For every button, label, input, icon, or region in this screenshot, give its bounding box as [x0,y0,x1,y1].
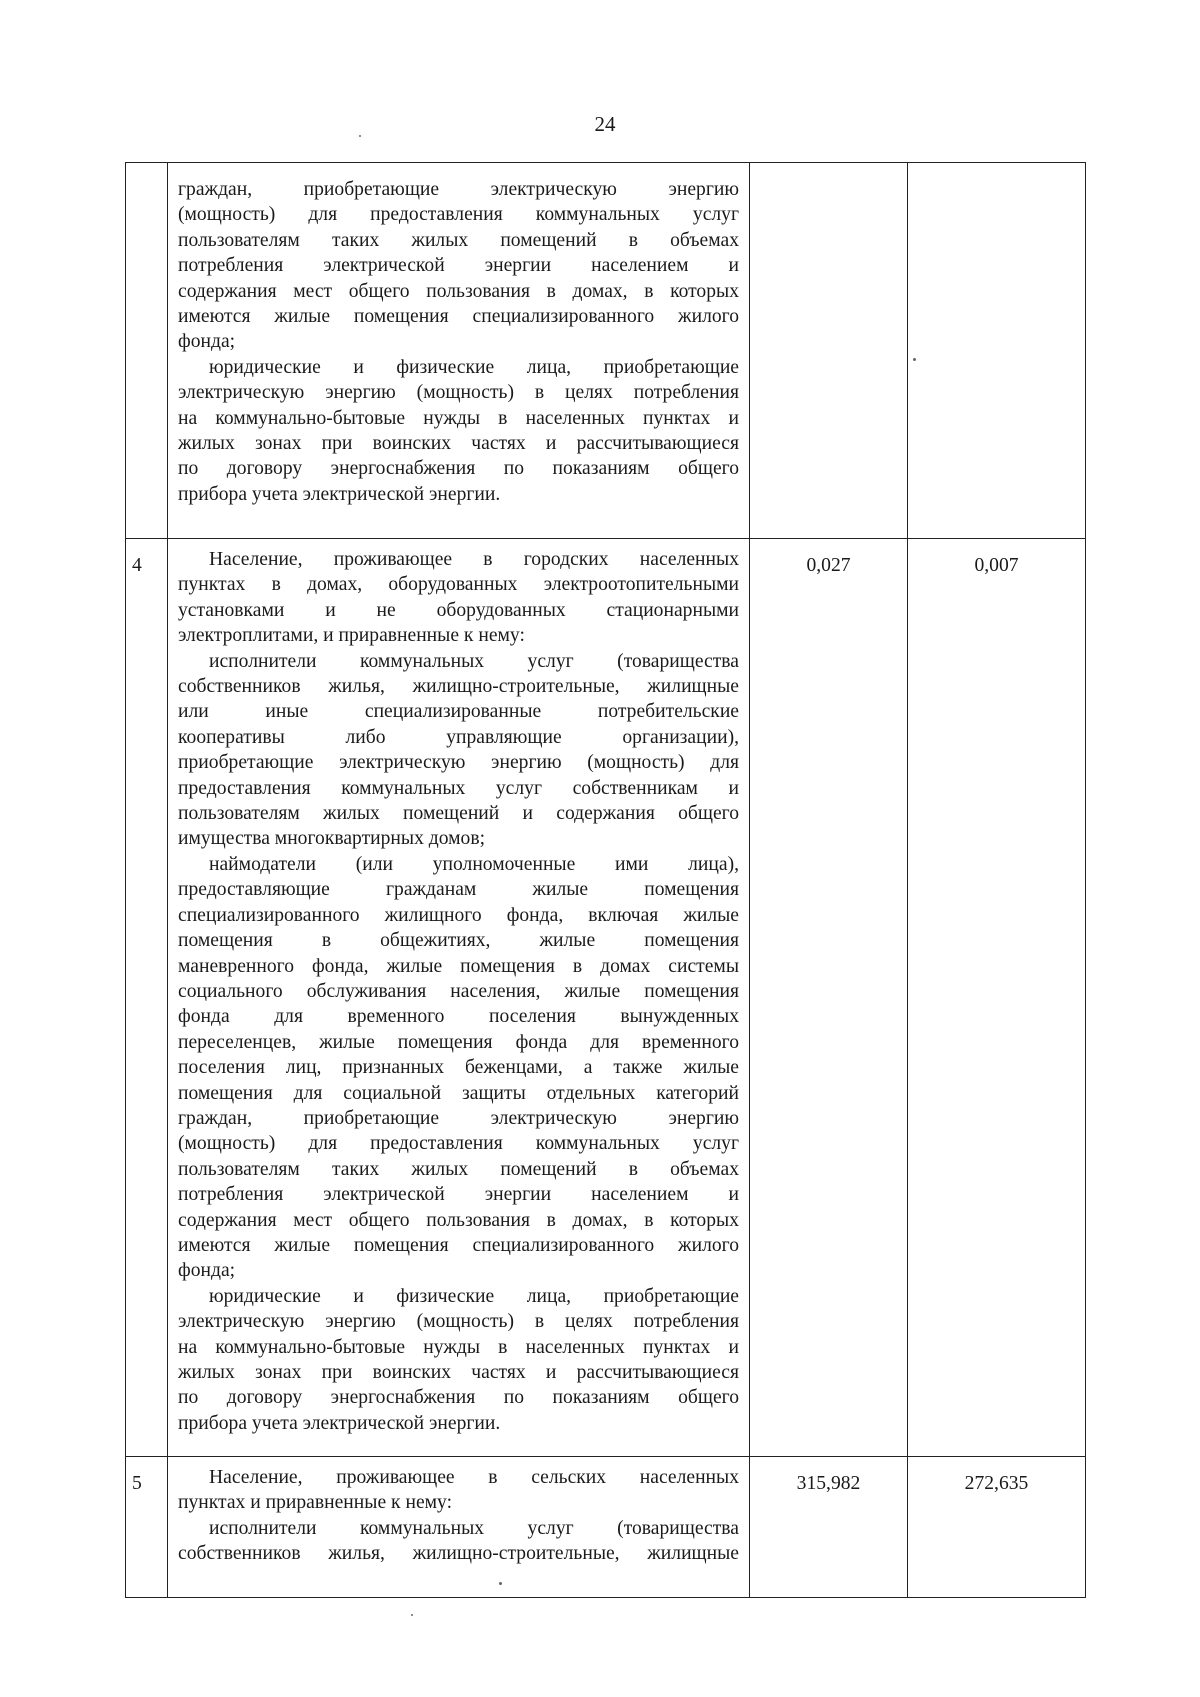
description-line: маневренного фонда, жилые помещения в домах системы [178,955,739,977]
description-line: прибора учета электрической энергии. [178,1412,501,1434]
table-row [126,1457,1086,1598]
description-line: юридические и физические лица, приобретающие [209,356,739,378]
description-line: пользователям жилых помещений и содержания общего [178,803,739,825]
description-line: по договору энергоснабжения по показаниям общего [178,1387,739,1409]
description-line: собственников жилья, жилищно-строительные, жилищные [178,1543,739,1565]
table-body [126,163,1086,1598]
description-line: прибора учета электрической энергии. [178,483,501,505]
description-line: переселенцев, жилые помещения фонда для временного [178,1031,739,1053]
row-number [126,163,168,539]
row-value-1: 0,027 [750,539,908,1457]
description-line: предоставления коммунальных услуг собственникам и [178,777,739,799]
description-line: собственников жилья, жилищно-строительные, жилищные [178,676,739,698]
description-line: содержания мест общего пользования в домах, в которых [178,280,739,302]
description-line: Население, проживающее в городских населенных [209,549,739,570]
description-line: потребления электрической энергии населением и [178,255,739,277]
description-line: фонда; [178,1260,236,1282]
description-line: кооперативы либо управляющие организации), [178,726,739,748]
table-row [126,163,1086,539]
row-value-2: 272,635 [908,1457,1086,1598]
description-line: (мощность) для предоставления коммунальных услуг [178,204,739,226]
description-line: помещения в общежитиях, жилые помещения [178,930,739,952]
description-line: на коммунально-бытовые нужды в населенных пунктах и [178,407,739,429]
description-line: фонда; [178,331,236,353]
tariff-table [125,162,1086,1598]
description-line: электрическую энергию (мощность) в целях потребления [178,1311,739,1333]
description-line: социального обслуживания населения, жилые помещения [178,980,739,1002]
row-number: 5 [126,1457,168,1598]
description-line: по договору энергоснабжения по показаниям общего [178,458,739,480]
description-line: предоставляющие гражданам жилые помещения [178,879,739,901]
description-line: юридические и физические лица, приобретающие [209,1285,739,1307]
row-value-2 [908,163,1086,539]
description-line: или иные специализированные потребительские [178,701,739,723]
row-description [168,539,750,1457]
description-line: установками и не оборудованных стационарными [178,599,739,621]
description-line: жилых зонах при воинских частях и рассчитывающиеся [178,433,739,455]
description-line: имеются жилые помещения специализированного жилого [178,1234,739,1256]
scan-speck [913,358,916,361]
scan-speck [411,1614,413,1616]
description-line: специализированного жилищного фонда, включая жилые [178,904,739,926]
description-line: помещения для социальной защиты отдельных категорий [178,1082,739,1104]
row-description [168,1457,750,1598]
table-row [126,539,1086,1457]
row-value-2: 0,007 [908,539,1086,1457]
description-line: имеются жилые помещения специализированного жилого [178,306,739,328]
scan-speck [359,135,361,137]
description-line: поселения лиц, признанных беженцами, а также жилые [178,1057,739,1079]
description-line: Население, проживающее в сельских населенных [209,1467,739,1488]
description-line: пользователям таких жилых помещений в объемах [178,229,739,251]
row-value-1: 315,982 [750,1457,908,1598]
description-line: потребления электрической энергии населением и [178,1184,739,1206]
scan-speck [499,1582,502,1585]
description-line: пунктах и приравненные к нему: [178,1492,453,1514]
description-line: исполнители коммунальных услуг (товарищества [209,1517,739,1539]
description-line: наймодатели (или уполномоченные ими лица), [209,853,739,875]
description-line: имущества многоквартирных домов; [178,828,486,850]
description-line: электроплитами, и приравненные к нему: [178,625,525,647]
description-line: граждан, приобретающие электрическую энергию [178,1107,739,1129]
description-line: пунктах в домах, оборудованных электроотопительными [178,574,739,596]
row-number: 4 [126,539,168,1457]
description-line: граждан, приобретающие электрическую энергию [178,179,739,200]
description-line: пользователям таких жилых помещений в объемах [178,1158,739,1180]
description-line: исполнители коммунальных услуг (товарищества [209,650,739,672]
description-line: фонда для временного поселения вынужденных [178,1006,739,1028]
description-line: электрическую энергию (мощность) в целях потребления [178,382,739,404]
description-line: содержания мест общего пользования в домах, в которых [178,1209,739,1231]
description-line: жилых зонах при воинских частях и рассчитывающиеся [178,1362,739,1383]
row-value-1 [750,163,908,539]
description-line: приобретающие электрическую энергию (мощность) для [178,752,739,774]
row-description [168,163,750,539]
page-number: 24 [594,112,616,136]
description-line: на коммунально-бытовые нужды в населенных пунктах и [178,1336,739,1358]
description-line: (мощность) для предоставления коммунальных услуг [178,1133,739,1155]
